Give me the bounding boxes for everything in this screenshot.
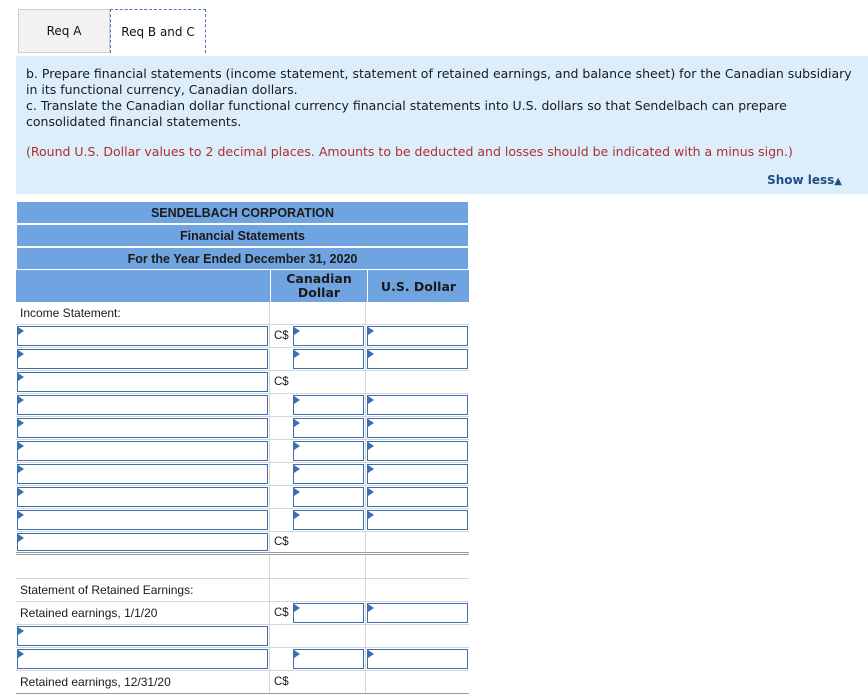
- table-row: [16, 440, 469, 463]
- triangle-up-icon: ▲: [834, 176, 842, 187]
- instruction-b: b. Prepare financial statements (income statement, statement of retained earnings, and balance sheet) for the Canadian subsidiary in its functional currency, Canadian dollars.: [26, 66, 852, 97]
- tab-req-a[interactable]: Req A: [18, 9, 110, 53]
- currency-prefix: C$: [274, 330, 289, 342]
- usd-amount-input[interactable]: [367, 603, 468, 623]
- cad-amount-input[interactable]: [293, 418, 364, 438]
- table-row: [16, 625, 469, 648]
- income-statement-label: Income Statement:: [20, 306, 121, 320]
- cad-amount-input[interactable]: [293, 487, 364, 507]
- instructions-panel: [16, 56, 868, 194]
- retained-earnings-heading-row: [16, 579, 469, 602]
- account-input[interactable]: [17, 626, 268, 646]
- usd-amount-input[interactable]: [367, 395, 468, 415]
- table-row: [16, 463, 469, 486]
- account-input[interactable]: [17, 649, 268, 669]
- statement-period: For the Year Ended December 31, 2020: [16, 247, 469, 270]
- table-row: [16, 348, 469, 371]
- cad-amount-input[interactable]: [293, 464, 364, 484]
- col-header-canadian-dollar: Canadian Dollar: [271, 270, 368, 302]
- currency-prefix: C$: [274, 607, 289, 619]
- table-row: [16, 509, 469, 532]
- blank-header-cell: [16, 270, 271, 302]
- currency-prefix: C$: [274, 536, 289, 548]
- account-input[interactable]: [17, 372, 268, 392]
- usd-amount-input[interactable]: [367, 510, 468, 530]
- account-input[interactable]: [17, 349, 268, 369]
- table-row: [16, 671, 469, 694]
- table-row: [16, 394, 469, 417]
- cad-amount-input[interactable]: [293, 395, 364, 415]
- table-row: [16, 648, 469, 671]
- account-input[interactable]: [17, 510, 268, 530]
- table-row: [16, 325, 469, 348]
- table-row: [16, 417, 469, 440]
- column-header-row: [16, 270, 469, 302]
- retained-earnings-label: Statement of Retained Earnings:: [20, 583, 194, 597]
- rounding-note: (Round U.S. Dollar values to 2 decimal places. Amounts to be deducted and losses should be indicated with a minus sign.): [26, 144, 793, 159]
- tab-req-b-and-c[interactable]: Req B and C: [110, 9, 206, 53]
- account-input[interactable]: [17, 441, 268, 461]
- retained-earnings-begin-label: Retained earnings, 1/1/20: [20, 606, 158, 620]
- account-input[interactable]: [17, 487, 268, 507]
- instruction-c: c. Translate the Canadian dollar functional currency financial statements into U.S. dollars so that Sendelbach can prepare consolidated financial statements.: [26, 98, 787, 129]
- account-input[interactable]: [17, 464, 268, 484]
- usd-amount-input[interactable]: [367, 326, 468, 346]
- company-name: SENDELBACH CORPORATION: [16, 201, 469, 224]
- financial-statements-table: [16, 201, 469, 694]
- retained-earnings-end-label: Retained earnings, 12/31/20: [20, 675, 171, 689]
- cad-amount-input[interactable]: [293, 441, 364, 461]
- table-row: [16, 371, 469, 394]
- tab-bar: [18, 9, 206, 55]
- table-row: [16, 602, 469, 625]
- cad-amount-input[interactable]: [293, 603, 364, 623]
- show-less-label: Show less: [767, 173, 835, 187]
- cad-amount-input[interactable]: [293, 349, 364, 369]
- usd-amount-input[interactable]: [367, 464, 468, 484]
- statement-title: Financial Statements: [16, 224, 469, 247]
- table-row: [16, 532, 469, 555]
- usd-amount-input[interactable]: [367, 349, 468, 369]
- usd-amount-input[interactable]: [367, 649, 468, 669]
- col-header-us-dollar: U.S. Dollar: [368, 270, 469, 302]
- account-input[interactable]: [17, 418, 268, 438]
- currency-prefix: C$: [274, 676, 289, 688]
- account-input[interactable]: [17, 326, 268, 346]
- spacer-row: [16, 555, 469, 579]
- usd-amount-input[interactable]: [367, 487, 468, 507]
- table-row: [16, 486, 469, 509]
- show-less-link[interactable]: [767, 172, 842, 190]
- currency-prefix: C$: [274, 376, 289, 388]
- cad-amount-input[interactable]: [293, 326, 364, 346]
- usd-amount-input[interactable]: [367, 441, 468, 461]
- account-input[interactable]: [17, 533, 268, 551]
- cad-amount-input[interactable]: [293, 510, 364, 530]
- account-input[interactable]: [17, 395, 268, 415]
- cad-amount-input[interactable]: [293, 649, 364, 669]
- income-statement-row: [16, 302, 469, 325]
- usd-amount-input[interactable]: [367, 418, 468, 438]
